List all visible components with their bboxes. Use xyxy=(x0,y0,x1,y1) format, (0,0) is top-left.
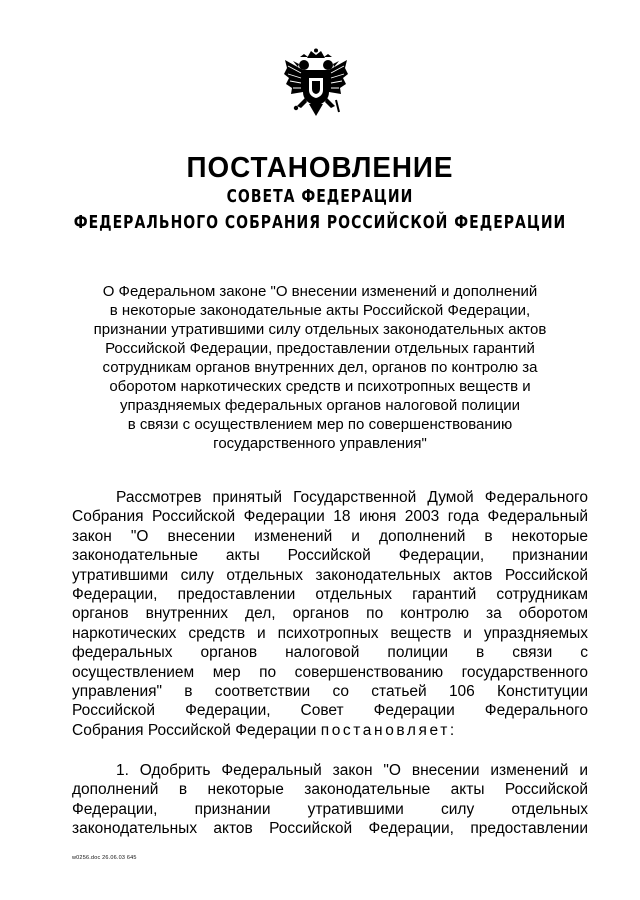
subject-line: Российской Федерации, предоставлении отдельных гарантий xyxy=(105,340,535,357)
body-line: Федерации, признании утратившими силу отдельных xyxy=(72,800,588,818)
body-line: осуществлением мер по совершенствованию государственного xyxy=(72,663,588,681)
subject-line: государственного управления" xyxy=(213,435,427,452)
subject-line: признании утратившими силу отдельных законодательных актов xyxy=(93,321,547,338)
subject-line: в связи с осуществлением мер по совершенствованию xyxy=(127,416,513,433)
subject-line: упраздняемых федеральных органов налоговой полиции xyxy=(120,397,520,414)
body-line: 1. Одобрить Федеральный закон "О внесении изменений и xyxy=(116,762,588,780)
body-line: дополнений в некоторые законодательные акты Российской xyxy=(72,781,588,799)
issuer-line-2: ФЕДЕРАЛЬНОГО СОБРАНИЯ РОССИЙСКОЙ ФЕДЕРАЦИИ xyxy=(73,213,567,233)
subject-line: в некоторые законодательные акты Российской Федерации, xyxy=(109,302,531,319)
double-headed-eagle-icon xyxy=(283,48,349,118)
document-body xyxy=(72,488,588,839)
body-line: Собрания Российской Федерации 18 июня 2003 года Федеральный xyxy=(72,508,588,526)
body-line: органов внутренних дел, органов по контролю за оборотом xyxy=(72,605,588,623)
body-line: федеральных органов налоговой полиции в связи с xyxy=(72,644,588,662)
body-line: законодательных актов Российской Федерации, предоставлении xyxy=(72,820,588,838)
body-line-last xyxy=(72,721,588,740)
body-line: Федерации, предоставлении отдельных гарантий сотрудникам xyxy=(72,585,588,603)
paragraph-preamble xyxy=(72,488,588,740)
body-line: законодательные акты Российской Федерации, признании xyxy=(72,547,588,565)
body-line: наркотических средств и психотропных веществ и упраздняемых xyxy=(72,624,588,642)
subject-line: О Федеральном законе "О внесении изменений и дополнений xyxy=(102,283,538,300)
body-line-text: Собрания Российской Федерации xyxy=(72,721,321,739)
body-line: закон "О внесении изменений и дополнений в некоторые xyxy=(72,527,588,545)
coat-of-arms-emblem xyxy=(283,48,349,118)
body-line: утратившими силу отдельных законодательных актов Российской xyxy=(72,566,588,584)
body-line: Рассмотрев принятый Государственной Думой Федерального xyxy=(116,489,588,506)
subject-block xyxy=(60,282,580,453)
body-line: управления" в соответствии со статьей 106 Конституции xyxy=(72,682,588,700)
issuer-line-1: СОВЕТА ФЕДЕРАЦИИ xyxy=(226,187,414,207)
body-line: Российской Федерации, Совет Федерации Федерального xyxy=(72,702,588,720)
paragraph-item-1 xyxy=(72,761,588,839)
decree-word: постановляет: xyxy=(320,721,457,739)
document-title: ПОСТАНОВЛЕНИЕ xyxy=(186,152,454,184)
file-reference-footer: w0256.doc 26.06.03 645 xyxy=(72,855,137,861)
subject-line: сотрудникам органов внутренних дел, органов по контролю за xyxy=(102,359,538,376)
subject-line: оборотом наркотических средств и психотропных веществ и xyxy=(109,378,531,395)
